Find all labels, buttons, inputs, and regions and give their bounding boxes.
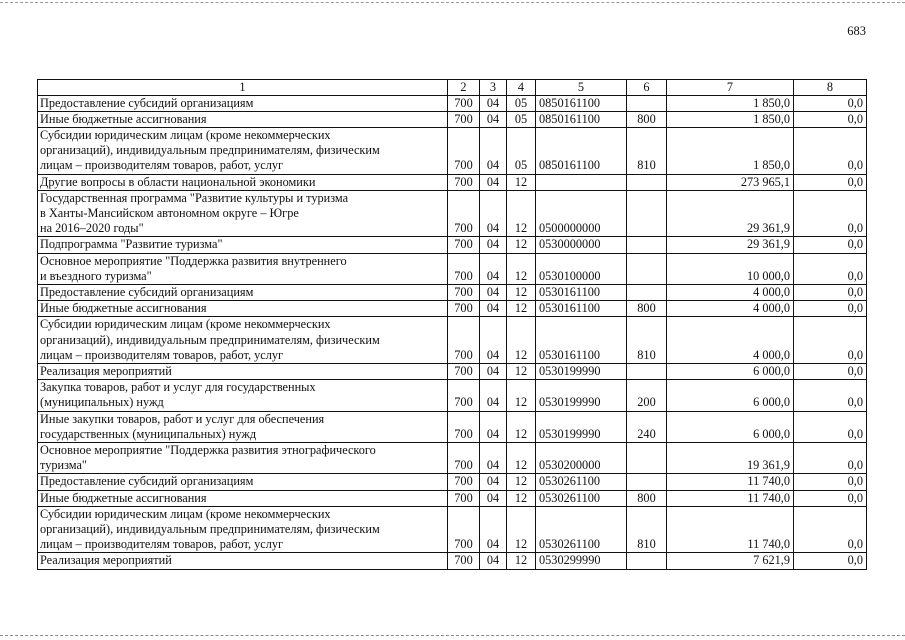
target-article-cell: 0850161100 <box>536 128 627 175</box>
amount-extra-cell: 0,0 <box>794 380 867 411</box>
table-row <box>38 317 867 364</box>
expense-type-cell: 800 <box>627 111 667 127</box>
target-article-cell: 0530299990 <box>536 553 627 569</box>
amount-cell: 11 740,0 <box>667 490 794 506</box>
scan-edge-top <box>0 2 905 3</box>
row-name-cell: Субсидии юридическим лицам (кроме некоммерческих организаций), индивидуальным предпринимателям, физическим лицам – производителям товаров, работ, услуг <box>38 128 448 175</box>
table-row <box>38 301 867 317</box>
row-name-cell: Закупка товаров, работ и услуг для государственных (муниципальных) нужд <box>38 380 448 411</box>
subsection-cell: 12 <box>507 285 536 301</box>
target-article-cell: 0530261100 <box>536 490 627 506</box>
row-name-cell: Другие вопросы в области национальной экономики <box>38 174 448 190</box>
amount-extra-cell: 0,0 <box>794 443 867 474</box>
amount-cell: 29 361,9 <box>667 237 794 253</box>
row-name-cell: Иные бюджетные ассигнования <box>38 301 448 317</box>
section-cell: 04 <box>480 174 507 190</box>
amount-extra-cell: 0,0 <box>794 128 867 175</box>
header-cell-1: 1 <box>38 80 448 96</box>
table-row <box>38 285 867 301</box>
ministry-code-cell: 700 <box>448 253 480 284</box>
ministry-code-cell: 700 <box>448 411 480 442</box>
subsection-cell: 12 <box>507 253 536 284</box>
expense-type-cell <box>627 174 667 190</box>
amount-extra-cell: 0,0 <box>794 506 867 553</box>
amount-cell: 7 621,9 <box>667 553 794 569</box>
table-row <box>38 237 867 253</box>
target-article-cell: 0530199990 <box>536 411 627 442</box>
amount-cell: 4 000,0 <box>667 285 794 301</box>
row-name-cell: Субсидии юридическим лицам (кроме некоммерческих организаций), индивидуальным предпринимателям, физическим лицам – производителям товаров, работ, услуг <box>38 506 448 553</box>
amount-cell: 6 000,0 <box>667 364 794 380</box>
table-row <box>38 443 867 474</box>
page-number: 683 <box>847 24 866 38</box>
section-cell: 04 <box>480 237 507 253</box>
table-row <box>38 506 867 553</box>
table-header-row <box>38 80 867 96</box>
section-cell: 04 <box>480 364 507 380</box>
row-name-cell: Реализация мероприятий <box>38 553 448 569</box>
expense-type-cell <box>627 443 667 474</box>
amount-extra-cell: 0,0 <box>794 95 867 111</box>
subsection-cell: 12 <box>507 317 536 364</box>
section-cell: 04 <box>480 95 507 111</box>
amount-extra-cell: 0,0 <box>794 237 867 253</box>
target-article-cell: 0500000000 <box>536 190 627 237</box>
subsection-cell: 05 <box>507 111 536 127</box>
target-article-cell: 0530161100 <box>536 317 627 364</box>
table-row <box>38 553 867 569</box>
target-article-cell: 0850161100 <box>536 95 627 111</box>
expense-type-cell <box>627 553 667 569</box>
row-name-cell: Государственная программа "Развитие культуры и туризма в Ханты-Мансийском автономном округе – Югре на 2016–2020 годы" <box>38 190 448 237</box>
amount-cell: 29 361,9 <box>667 190 794 237</box>
header-cell-8: 8 <box>794 80 867 96</box>
expense-type-cell <box>627 95 667 111</box>
target-article-cell <box>536 174 627 190</box>
row-name-cell: Подпрограмма "Развитие туризма" <box>38 237 448 253</box>
ministry-code-cell: 700 <box>448 174 480 190</box>
row-name-cell: Основное мероприятие "Поддержка развития внутреннего и въездного туризма" <box>38 253 448 284</box>
target-article-cell: 0530199990 <box>536 380 627 411</box>
row-name-cell: Иные бюджетные ассигнования <box>38 490 448 506</box>
ministry-code-cell: 700 <box>448 380 480 411</box>
target-article-cell: 0530161100 <box>536 285 627 301</box>
table-row <box>38 474 867 490</box>
table-row <box>38 380 867 411</box>
expense-type-cell: 810 <box>627 506 667 553</box>
table-row <box>38 190 867 237</box>
table-row <box>38 411 867 442</box>
amount-cell: 273 965,1 <box>667 174 794 190</box>
section-cell: 04 <box>480 253 507 284</box>
subsection-cell: 12 <box>507 237 536 253</box>
expense-type-cell <box>627 364 667 380</box>
expense-type-cell: 800 <box>627 301 667 317</box>
section-cell: 04 <box>480 128 507 175</box>
ministry-code-cell: 700 <box>448 237 480 253</box>
header-cell-7: 7 <box>667 80 794 96</box>
section-cell: 04 <box>480 474 507 490</box>
row-name-cell: Реализация мероприятий <box>38 364 448 380</box>
amount-extra-cell: 0,0 <box>794 317 867 364</box>
amount-extra-cell: 0,0 <box>794 190 867 237</box>
amount-extra-cell: 0,0 <box>794 285 867 301</box>
row-name-cell: Субсидии юридическим лицам (кроме некоммерческих организаций), индивидуальным предпринимателям, физическим лицам – производителям товаров, работ, услуг <box>38 317 448 364</box>
subsection-cell: 12 <box>507 174 536 190</box>
expense-type-cell <box>627 190 667 237</box>
amount-cell: 6 000,0 <box>667 411 794 442</box>
table-row <box>38 364 867 380</box>
ministry-code-cell: 700 <box>448 490 480 506</box>
header-cell-5: 5 <box>536 80 627 96</box>
target-article-cell: 0530161100 <box>536 301 627 317</box>
row-name-cell: Основное мероприятие "Поддержка развития этнографического туризма" <box>38 443 448 474</box>
amount-cell: 11 740,0 <box>667 506 794 553</box>
subsection-cell: 12 <box>507 490 536 506</box>
expense-type-cell <box>627 474 667 490</box>
expense-type-cell: 810 <box>627 128 667 175</box>
section-cell: 04 <box>480 317 507 364</box>
amount-cell: 19 361,9 <box>667 443 794 474</box>
section-cell: 04 <box>480 443 507 474</box>
ministry-code-cell: 700 <box>448 506 480 553</box>
row-name-cell: Иные бюджетные ассигнования <box>38 111 448 127</box>
target-article-cell: 0530200000 <box>536 443 627 474</box>
target-article-cell: 0850161100 <box>536 111 627 127</box>
expense-type-cell: 810 <box>627 317 667 364</box>
subsection-cell: 12 <box>507 411 536 442</box>
subsection-cell: 12 <box>507 506 536 553</box>
section-cell: 04 <box>480 411 507 442</box>
section-cell: 04 <box>480 190 507 237</box>
row-name-cell: Предоставление субсидий организациям <box>38 285 448 301</box>
amount-cell: 10 000,0 <box>667 253 794 284</box>
amount-cell: 1 850,0 <box>667 128 794 175</box>
header-cell-2: 2 <box>448 80 480 96</box>
table-row <box>38 253 867 284</box>
target-article-cell: 0530100000 <box>536 253 627 284</box>
subsection-cell: 12 <box>507 301 536 317</box>
ministry-code-cell: 700 <box>448 443 480 474</box>
subsection-cell: 12 <box>507 553 536 569</box>
ministry-code-cell: 700 <box>448 364 480 380</box>
amount-extra-cell: 0,0 <box>794 411 867 442</box>
row-name-cell: Предоставление субсидий организациям <box>38 95 448 111</box>
subsection-cell: 12 <box>507 443 536 474</box>
expense-type-cell: 800 <box>627 490 667 506</box>
expense-type-cell <box>627 253 667 284</box>
target-article-cell: 0530199990 <box>536 364 627 380</box>
amount-cell: 1 850,0 <box>667 95 794 111</box>
section-cell: 04 <box>480 111 507 127</box>
ministry-code-cell: 700 <box>448 190 480 237</box>
ministry-code-cell: 700 <box>448 317 480 364</box>
row-name-cell: Предоставление субсидий организациям <box>38 474 448 490</box>
ministry-code-cell: 700 <box>448 285 480 301</box>
subsection-cell: 12 <box>507 474 536 490</box>
header-cell-4: 4 <box>507 80 536 96</box>
subsection-cell: 05 <box>507 128 536 175</box>
ministry-code-cell: 700 <box>448 474 480 490</box>
ministry-code-cell: 700 <box>448 95 480 111</box>
expense-type-cell: 200 <box>627 380 667 411</box>
target-article-cell: 0530261100 <box>536 474 627 490</box>
amount-extra-cell: 0,0 <box>794 111 867 127</box>
table-row <box>38 174 867 190</box>
amount-extra-cell: 0,0 <box>794 253 867 284</box>
target-article-cell: 0530261100 <box>536 506 627 553</box>
amount-extra-cell: 0,0 <box>794 553 867 569</box>
amount-extra-cell: 0,0 <box>794 301 867 317</box>
section-cell: 04 <box>480 506 507 553</box>
amount-extra-cell: 0,0 <box>794 474 867 490</box>
ministry-code-cell: 700 <box>448 111 480 127</box>
amount-cell: 4 000,0 <box>667 301 794 317</box>
amount-extra-cell: 0,0 <box>794 490 867 506</box>
amount-extra-cell: 0,0 <box>794 174 867 190</box>
amount-cell: 6 000,0 <box>667 380 794 411</box>
ministry-code-cell: 700 <box>448 301 480 317</box>
table-row <box>38 128 867 175</box>
section-cell: 04 <box>480 301 507 317</box>
header-cell-3: 3 <box>480 80 507 96</box>
table-row <box>38 111 867 127</box>
section-cell: 04 <box>480 490 507 506</box>
amount-cell: 11 740,0 <box>667 474 794 490</box>
table-row <box>38 490 867 506</box>
subsection-cell: 12 <box>507 380 536 411</box>
scan-edge-bottom <box>0 635 905 636</box>
table-row <box>38 95 867 111</box>
header-cell-6: 6 <box>627 80 667 96</box>
subsection-cell: 05 <box>507 95 536 111</box>
expense-type-cell <box>627 285 667 301</box>
ministry-code-cell: 700 <box>448 553 480 569</box>
expense-type-cell <box>627 237 667 253</box>
ministry-code-cell: 700 <box>448 128 480 175</box>
subsection-cell: 12 <box>507 364 536 380</box>
subsection-cell: 12 <box>507 190 536 237</box>
section-cell: 04 <box>480 380 507 411</box>
section-cell: 04 <box>480 285 507 301</box>
section-cell: 04 <box>480 553 507 569</box>
expense-type-cell: 240 <box>627 411 667 442</box>
budget-table <box>37 79 867 570</box>
amount-cell: 4 000,0 <box>667 317 794 364</box>
target-article-cell: 0530000000 <box>536 237 627 253</box>
amount-extra-cell: 0,0 <box>794 364 867 380</box>
row-name-cell: Иные закупки товаров, работ и услуг для обеспечения государственных (муниципальных) нужд <box>38 411 448 442</box>
amount-cell: 1 850,0 <box>667 111 794 127</box>
